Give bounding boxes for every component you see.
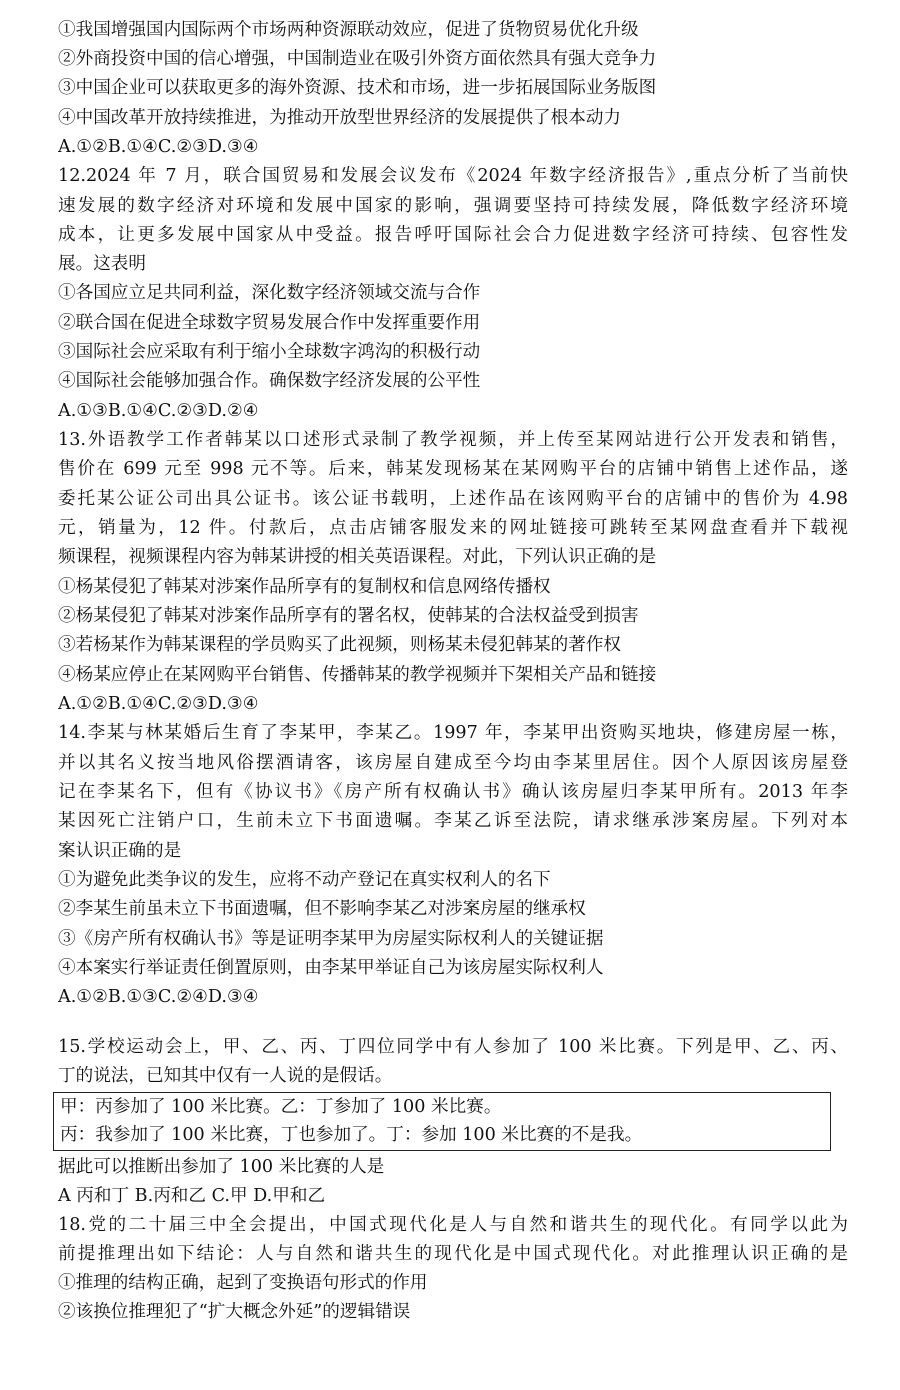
q12-stem-line-3: 成本，让更多发展中国家从中受益。报告呼吁国际社会合力促进数字经济可持续、包容性发 xyxy=(58,225,848,245)
q11-option-4: ④中国改革开放持续推进，为推动开放型世界经济的发展提供了根本动力 xyxy=(58,108,622,128)
q12-option-1: ①各国应立足共同利益，深化数字经济领域交流与合作 xyxy=(58,283,481,303)
q18-option-1: ①推理的结构正确，起到了变换语句形式的作用 xyxy=(58,1273,428,1293)
q15-statement-line-2: 丙：我参加了 100 米比赛，丁也参加了。丁：参加 100 米比赛的不是我。 xyxy=(60,1125,643,1145)
q13-stem-line-4: 元，销量为，12 件。付款后，点击店铺客服发来的网址链接可跳转至某网盘查看并下载视 xyxy=(58,518,848,538)
q13-stem-line-3: 委托某公证公司出具公证书。该公证书载明，上述作品在该网购平台的店铺中的售价为 4.98 xyxy=(58,489,848,509)
q14-stem-line-5: 案认识正确的是 xyxy=(58,841,182,861)
q14-option-4: ④本案实行举证责任倒置原则，由李某甲举证自己为该房屋实际权利人 xyxy=(58,958,604,978)
q14-answer-choices: A.①②B.①③C.②④D.③④ xyxy=(58,987,259,1007)
q14-option-1: ①为避免此类争议的发生，应将不动产登记在真实权利人的名下 xyxy=(58,870,551,890)
q12-option-2: ②联合国在促进全球数字贸易发展合作中发挥重要作用 xyxy=(58,313,481,333)
q14-option-2: ②李某生前虽未立下书面遗嘱，但不影响李某乙对涉案房屋的继承权 xyxy=(58,899,586,919)
q14-stem-line-2: 并以其名义按当地风俗摆酒请客，该房屋自建成至今均由李某里居住。因个人原因该房屋登 xyxy=(58,753,848,773)
q15-answer-choices: A 丙和丁 B.丙和乙 C.甲 D.甲和乙 xyxy=(58,1186,326,1206)
q12-stem-line-4: 展。这表明 xyxy=(58,254,146,274)
q14-stem-line-3: 记在李某名下，但有《协议书》《房产所有权确认书》确认该房屋归李某甲所有。2013 年李 xyxy=(58,782,848,802)
q13-stem-line-5: 频课程，视频课程内容为韩某讲授的相关英语课程。对此，下列认识正确的是 xyxy=(58,547,657,567)
q18-option-2: ②该换位推理犯了“扩大概念外延”的逻辑错误 xyxy=(58,1302,411,1322)
q15-statement-line-1: 甲：丙参加了 100 米比赛。乙：丁参加了 100 米比赛。 xyxy=(60,1097,502,1117)
q14-stem-line-4: 某因死亡注销户口，生前未立下书面遗嘱。李某乙诉至法院，请求继承涉案房屋。下列对本 xyxy=(58,811,848,831)
q12-option-3: ③国际社会应采取有利于缩小全球数字鸿沟的积极行动 xyxy=(58,342,481,362)
q12-answer-choices: A.①③B.①④C.②③D.②④ xyxy=(58,401,259,421)
q13-stem-line-2: 售价在 699 元至 998 元不等。后来，韩某发现杨某在某网购平台的店铺中销售上述作品，遂 xyxy=(58,459,848,479)
q12-stem-line-1: 12.2024 年 7 月，联合国贸易和发展会议发布《2024 年数字经济报告》,重点分析了当前快 xyxy=(58,166,848,186)
q11-answer-choices: A.①②B.①④C.②③D.③④ xyxy=(58,137,259,157)
q15-stem-line-1: 15.学校运动会上，甲、乙、丙、丁四位同学中有人参加了 100 米比赛。下列是甲、乙、丙、 xyxy=(58,1037,848,1057)
q14-option-3: ③《房产所有权确认书》等是证明李某甲为房屋实际权利人的关键证据 xyxy=(58,929,604,949)
q15-stem-line-3: 据此可以推断出参加了 100 米比赛的人是 xyxy=(58,1157,385,1177)
q13-option-1: ①杨某侵犯了韩某对涉案作品所享有的复制权和信息网络传播权 xyxy=(58,577,551,597)
q13-option-4: ④杨某应停止在某网购平台销售、传播韩某的教学视频并下架相关产品和链接 xyxy=(58,665,657,685)
q14-stem-line-1: 14.李某与林某婚后生育了李某甲，李某乙。1997 年，李某甲出资购买地块，修建房屋一栋， xyxy=(58,723,848,743)
q15-statement-box xyxy=(53,1092,831,1151)
q18-stem-line-1: 18.党的二十届三中全会提出，中国式现代化是人与自然和谐共生的现代化。有同学以此为 xyxy=(58,1215,848,1235)
q13-option-2: ②杨某侵犯了韩某对涉案作品所享有的署名权，使韩某的合法权益受到损害 xyxy=(58,606,639,626)
q18-stem-line-2: 前提推理出如下结论：人与自然和谐共生的现代化是中国式现代化。对此推理认识正确的是 xyxy=(58,1244,848,1264)
q13-option-3: ③若杨某作为韩某课程的学员购买了此视频，则杨某未侵犯韩某的著作权 xyxy=(58,635,622,655)
q15-stem-line-2: 丁的说法，已知其中仅有一人说的是假话。 xyxy=(58,1066,393,1086)
q12-stem-line-2: 速发展的数字经济对环境和发展中国家的影响，强调要坚持可持续发展，降低数字经济环境 xyxy=(58,196,848,216)
q11-option-3: ③中国企业可以获取更多的海外资源、技术和市场，进一步拓展国际业务版图 xyxy=(58,78,657,98)
q12-option-4: ④国际社会能够加强合作。确保数字经济发展的公平性 xyxy=(58,371,481,391)
q11-option-1: ①我国增强国内国际两个市场两种资源联动效应，促进了货物贸易优化升级 xyxy=(58,20,639,40)
q13-answer-choices: A.①②B.①④C.②③D.③④ xyxy=(58,694,259,714)
q13-stem-line-1: 13.外语教学工作者韩某以口述形式录制了教学视频，并上传至某网站进行公开发表和销售， xyxy=(58,430,848,450)
q11-option-2: ②外商投资中国的信心增强，中国制造业在吸引外资方面依然具有强大竞争力 xyxy=(58,49,657,69)
